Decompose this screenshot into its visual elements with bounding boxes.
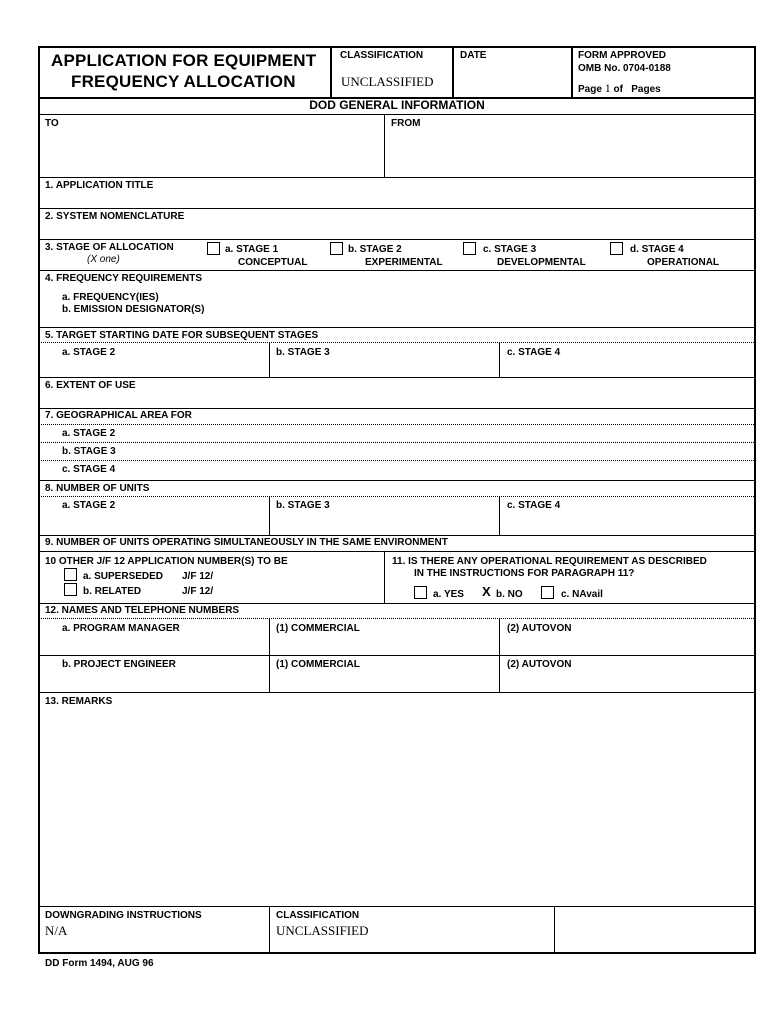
units-stage4-label: c. STAGE 4 — [507, 500, 561, 511]
superseded-code: J/F 12/ — [182, 571, 214, 582]
page-count — [578, 81, 661, 96]
related-code: J/F 12/ — [182, 586, 214, 597]
from-label: FROM — [391, 118, 421, 129]
geo-stage2-label: a. STAGE 2 — [62, 428, 116, 439]
from-field[interactable] — [388, 130, 752, 174]
names-telephone-label: 12. NAMES AND TELEPHONE NUMBERS — [45, 605, 240, 616]
stage3-checkbox[interactable] — [463, 242, 476, 255]
form-approved-label: FORM APPROVED — [578, 50, 666, 61]
page-of: of — [613, 84, 623, 95]
stage-of-allocation-label: 3. STAGE OF ALLOCATION — [45, 242, 174, 253]
application-title-label: 1. APPLICATION TITLE — [45, 180, 154, 191]
form-title-line2: FREQUENCY ALLOCATION — [71, 72, 296, 91]
section-title: DOD GENERAL INFORMATION — [309, 98, 485, 112]
classification-value[interactable]: UNCLASSIFIED — [341, 74, 434, 89]
superseded-checkbox[interactable] — [64, 568, 77, 581]
remarks-field[interactable] — [42, 710, 752, 902]
extent-of-use-field[interactable] — [42, 392, 752, 406]
operational-requirement-line1: 11. IS THERE ANY OPERATIONAL REQUIREMENT AS DESCRIBED — [392, 556, 707, 567]
related-checkbox[interactable] — [64, 583, 77, 596]
pe-autovon-label: (2) AUTOVON — [507, 659, 572, 670]
pe-commercial-label: (1) COMMERCIAL — [276, 659, 360, 670]
target-stage2-label: a. STAGE 2 — [62, 347, 116, 358]
application-title-field[interactable] — [42, 192, 752, 206]
geo-stage4-label: c. STAGE 4 — [62, 464, 116, 475]
navail-label: c. NAvail — [561, 589, 603, 600]
target-stage3-label: b. STAGE 3 — [276, 347, 330, 358]
form-title-line1: APPLICATION FOR EQUIPMENT — [51, 51, 317, 70]
emission-designators-label: b. EMISSION DESIGNATOR(S) — [62, 304, 205, 315]
yes-checkbox[interactable] — [414, 586, 427, 599]
geo-stage3-label: b. STAGE 3 — [62, 446, 116, 457]
extent-of-use-label: 6. EXTENT OF USE — [45, 380, 136, 391]
stage2-label: b. STAGE 2 — [348, 244, 402, 255]
form-id: DD Form 1494, AUG 96 — [45, 958, 154, 969]
no-selected-mark[interactable]: X — [482, 584, 491, 599]
system-nomenclature-label: 2. SYSTEM NOMENCLATURE — [45, 211, 185, 222]
downgrading-instructions-label: DOWNGRADING INSTRUCTIONS — [45, 910, 202, 921]
simultaneous-units-label: 9. NUMBER OF UNITS OPERATING SIMULTANEOUSLY IN THE SAME ENVIRONMENT — [45, 537, 448, 548]
program-manager-label: a. PROGRAM MANAGER — [62, 623, 180, 634]
date-label: DATE — [460, 50, 487, 61]
to-field[interactable] — [42, 130, 380, 174]
stage3-label: c. STAGE 3 — [483, 244, 537, 255]
number-of-units-label: 8. NUMBER OF UNITS — [45, 483, 150, 494]
remarks-label: 13. REMARKS — [45, 696, 113, 707]
pm-autovon-label: (2) AUTOVON — [507, 623, 572, 634]
units-stage3-label: b. STAGE 3 — [276, 500, 330, 511]
stage2-checkbox[interactable] — [330, 242, 343, 255]
pm-commercial-label: (1) COMMERCIAL — [276, 623, 360, 634]
target-dates-label: 5. TARGET STARTING DATE FOR SUBSEQUENT STAGES — [45, 330, 319, 341]
stage4-checkbox[interactable] — [610, 242, 623, 255]
navail-checkbox[interactable] — [541, 586, 554, 599]
classification-label: CLASSIFICATION — [340, 50, 424, 61]
frequencies-label: a. FREQUENCY(IES) — [62, 292, 159, 303]
target-stage4-label: c. STAGE 4 — [507, 347, 561, 358]
x-one-note: (X one) — [87, 254, 120, 265]
project-engineer-label: b. PROJECT ENGINEER — [62, 659, 176, 670]
operational-requirement-line2: IN THE INSTRUCTIONS FOR PARAGRAPH 11? — [414, 568, 635, 579]
other-applications-label: 10 OTHER J/F 12 APPLICATION NUMBER(S) TO BE — [45, 556, 288, 567]
superseded-label: a. SUPERSEDED — [83, 571, 164, 582]
geographical-area-label: 7. GEOGRAPHICAL AREA FOR — [45, 410, 192, 421]
stage1-label: a. STAGE 1 — [225, 244, 279, 255]
stage1-checkbox[interactable] — [207, 242, 220, 255]
stage3-sublabel: DEVELOPMENTAL — [497, 257, 586, 268]
page-number[interactable]: 1 — [604, 81, 611, 95]
stage2-sublabel: EXPERIMENTAL — [365, 257, 443, 268]
no-label: b. NO — [496, 589, 523, 600]
footer-classification-label: CLASSIFICATION — [276, 910, 360, 921]
date-field[interactable] — [456, 62, 568, 92]
related-label: b. RELATED — [83, 586, 142, 597]
page-prefix: Page — [578, 84, 602, 95]
system-nomenclature-field[interactable] — [42, 223, 752, 237]
frequency-requirements-label: 4. FREQUENCY REQUIREMENTS — [45, 273, 203, 284]
downgrading-value[interactable]: N/A — [45, 923, 68, 938]
omb-number: OMB No. 0704-0188 — [578, 63, 671, 74]
yes-label: a. YES — [433, 589, 464, 600]
units-stage2-label: a. STAGE 2 — [62, 500, 116, 511]
stage1-sublabel: CONCEPTUAL — [238, 257, 308, 268]
page-suffix: Pages — [631, 84, 661, 95]
frequency-requirements-field[interactable] — [200, 288, 752, 318]
stage4-label: d. STAGE 4 — [630, 244, 684, 255]
footer-classification-value[interactable]: UNCLASSIFIED — [276, 923, 369, 938]
to-label: TO — [45, 118, 59, 129]
stage4-sublabel: OPERATIONAL — [647, 257, 720, 268]
